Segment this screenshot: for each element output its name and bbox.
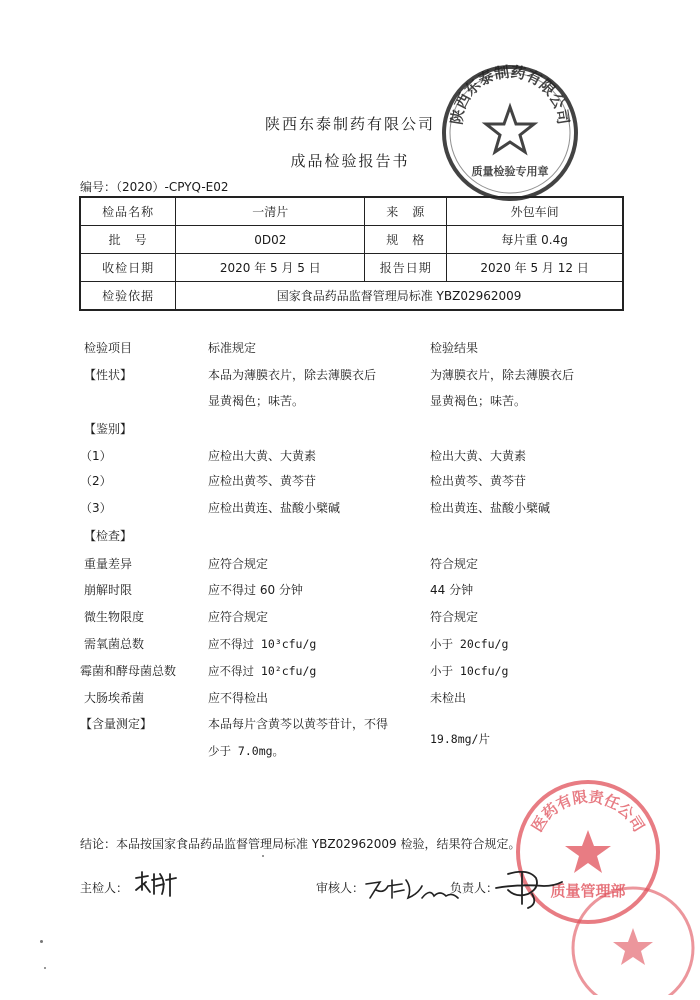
reviewer-signature <box>362 872 462 908</box>
check-standard: 应不得过 10³cfu/g <box>208 637 317 651</box>
check-item: 霉菌和酵母菌总数 <box>80 664 177 678</box>
identification-standard: 应检出黄芩、黄芩苷 <box>208 474 317 488</box>
identification-result: 检出大黄、大黄素 <box>430 449 527 463</box>
svg-text:质量检验专用章: 质量检验专用章 <box>471 165 549 178</box>
source-label: 来 源 <box>365 197 447 226</box>
info-table <box>79 196 624 311</box>
reviewer-label: 审核人： <box>316 881 365 895</box>
svg-text:陕西东泰制药有限公司: 陕西东泰制药有限公司 <box>447 62 573 126</box>
check-result: 符合规定 <box>430 610 479 624</box>
page-title: 成品检验报告书 <box>290 152 410 170</box>
responsible-signature <box>488 864 568 912</box>
assay-result: 19.8mg/片 <box>430 732 490 746</box>
scan-speck <box>40 940 43 943</box>
basis-label: 检验依据 <box>80 282 176 311</box>
info-row <box>80 254 623 282</box>
check-result: 小于 20cfu/g <box>430 637 509 651</box>
inspector-label: 主检人： <box>80 881 129 895</box>
identification-no: （2） <box>80 474 112 488</box>
report-date-value: 2020 年 5 月 12 日 <box>447 254 623 282</box>
characteristics-result-line1: 为薄膜衣片，除去薄膜衣后 <box>430 368 575 382</box>
column-header-item: 检验项目 <box>84 341 133 355</box>
column-header-result: 检验结果 <box>430 341 479 355</box>
check-item: 需氧菌总数 <box>84 637 145 651</box>
identification-result: 检出黄芩、黄芩苷 <box>430 474 527 488</box>
report-number: 编号：（2020）-CPYQ-E02 <box>80 180 229 194</box>
spec-label: 规 格 <box>365 226 447 254</box>
svg-text:质量管理部: 质量管理部 <box>550 882 626 900</box>
batch-value: 0D02 <box>176 226 365 254</box>
check-result: 未检出 <box>430 691 467 705</box>
conclusion-text: 结论：本品按国家食品药品监督管理局标准 YBZ02962009 检验，结果符合规定。 <box>80 837 521 851</box>
check-item: 微生物限度 <box>84 610 145 624</box>
svg-text:医药有限责任公司: 医药有限责任公司 <box>528 787 648 835</box>
identification-no: （3） <box>80 501 112 515</box>
check-result: 44 分钟 <box>430 583 474 597</box>
info-row <box>80 197 623 226</box>
column-header-standard: 标准规定 <box>208 341 257 355</box>
check-standard: 应不得过 10²cfu/g <box>208 664 317 678</box>
identification-result: 检出黄连、盐酸小檗碱 <box>430 501 551 515</box>
characteristics-standard-line1: 本品为薄膜衣片，除去薄膜衣后 <box>208 368 377 382</box>
responsible-label: 负责人： <box>450 881 499 895</box>
characteristics-result-line2: 显黄褐色；味苦。 <box>430 394 527 408</box>
basis-value: 国家食品药品监督管理局标准 YBZ02962009 <box>176 282 623 311</box>
check-standard: 应符合规定 <box>208 557 269 571</box>
check-standard: 应不得检出 <box>208 691 269 705</box>
receive-date-value: 2020 年 5 月 5 日 <box>176 254 365 282</box>
characteristics-standard-line2: 显黄褐色；味苦。 <box>208 394 305 408</box>
company-name: 陕西东泰制药有限公司 <box>264 115 435 133</box>
receive-date-label: 收检日期 <box>80 254 176 282</box>
check-item: 重量差异 <box>84 557 133 571</box>
section-label-identification: 【鉴别】 <box>84 422 133 436</box>
report-date-label: 报告日期 <box>365 254 447 282</box>
check-standard: 应不得过 60 分钟 <box>208 583 303 597</box>
check-standard: 应符合规定 <box>208 610 269 624</box>
check-result: 符合规定 <box>430 557 479 571</box>
assay-standard-line1: 本品每片含黄芩以黄芩苷计，不得 <box>208 717 389 731</box>
inspector-signature <box>132 868 182 900</box>
identification-standard: 应检出大黄、大黄素 <box>208 449 317 463</box>
product-name-label: 检品名称 <box>80 197 176 226</box>
assay-standard-line2: 少于 7.0mg。 <box>208 744 285 758</box>
check-item: 崩解时限 <box>84 583 133 597</box>
info-row <box>80 282 623 311</box>
check-item: 大肠埃希菌 <box>84 691 145 705</box>
identification-standard: 应检出黄连、盐酸小檗碱 <box>208 501 341 515</box>
section-label-checks: 【检查】 <box>84 529 133 543</box>
product-name-value: 一清片 <box>176 197 365 226</box>
section-label-characteristics: 【性状】 <box>84 368 133 382</box>
identification-no: （1） <box>80 449 112 463</box>
scan-speck <box>262 855 264 857</box>
section-label-assay: 【含量测定】 <box>80 717 153 731</box>
spec-value: 每片重 0.4g <box>447 226 623 254</box>
source-value: 外包车间 <box>447 197 623 226</box>
quality-department-stamp-duplicate <box>565 880 700 995</box>
scan-speck <box>44 967 46 969</box>
batch-label: 批 号 <box>80 226 176 254</box>
info-row <box>80 226 623 254</box>
check-result: 小于 10cfu/g <box>430 664 509 678</box>
